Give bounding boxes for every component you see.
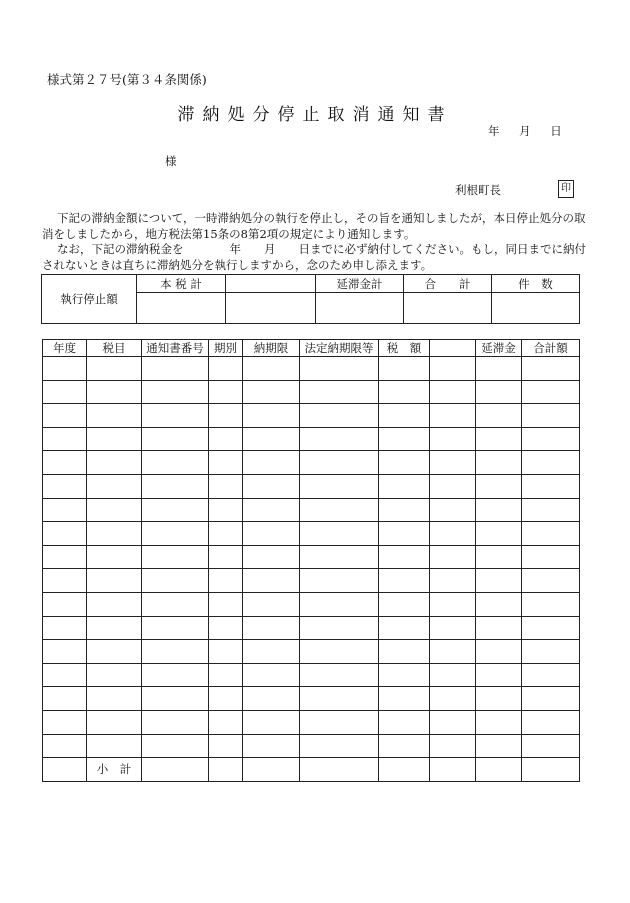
table-row: [43, 522, 580, 546]
table-cell[interactable]: [43, 427, 87, 451]
col-header-legal-due-date: 法定納期限等: [300, 340, 379, 357]
table-cell[interactable]: [243, 592, 300, 616]
table-cell[interactable]: [142, 498, 209, 522]
table-cell[interactable]: [43, 404, 87, 428]
table-cell[interactable]: [142, 687, 209, 711]
table-cell[interactable]: [209, 640, 243, 664]
table-cell[interactable]: [142, 734, 209, 758]
subtotal-cell[interactable]: [142, 758, 209, 782]
table-cell[interactable]: [522, 380, 580, 404]
table-cell[interactable]: [243, 545, 300, 569]
table-cell[interactable]: [379, 734, 430, 758]
table-cell[interactable]: [430, 640, 476, 664]
table-cell[interactable]: [522, 710, 580, 734]
table-cell[interactable]: [87, 380, 142, 404]
table-cell[interactable]: [87, 734, 142, 758]
table-cell[interactable]: [43, 687, 87, 711]
table-cell[interactable]: [476, 734, 522, 758]
table-cell[interactable]: [209, 451, 243, 475]
table-cell[interactable]: [43, 474, 87, 498]
header-blank: [226, 275, 316, 293]
table-cell[interactable]: [476, 569, 522, 593]
subtotal-label: 小 計: [87, 758, 142, 782]
table-cell[interactable]: [142, 451, 209, 475]
table-cell[interactable]: [430, 569, 476, 593]
table-cell[interactable]: [476, 592, 522, 616]
subtotal-cell[interactable]: [476, 758, 522, 782]
table-cell[interactable]: [522, 569, 580, 593]
table-cell[interactable]: [300, 357, 379, 381]
table-cell[interactable]: [87, 687, 142, 711]
table-cell[interactable]: [43, 357, 87, 381]
suspension-amount-table: [41, 274, 580, 324]
table-cell[interactable]: [243, 663, 300, 687]
table-cell[interactable]: [243, 640, 300, 664]
tax-detail-table: [42, 339, 580, 782]
table-cell[interactable]: [142, 404, 209, 428]
table-cell[interactable]: [300, 663, 379, 687]
table-cell[interactable]: [87, 427, 142, 451]
table-cell[interactable]: [243, 427, 300, 451]
table-cell[interactable]: [522, 474, 580, 498]
table-cell[interactable]: [142, 380, 209, 404]
table-cell[interactable]: [209, 734, 243, 758]
table-cell[interactable]: [142, 357, 209, 381]
header-grand-total: 合 計: [404, 275, 492, 293]
table-cell[interactable]: [87, 592, 142, 616]
table-cell[interactable]: [243, 404, 300, 428]
table-cell[interactable]: [43, 498, 87, 522]
table-cell[interactable]: [87, 522, 142, 546]
table-cell[interactable]: [476, 380, 522, 404]
table-cell[interactable]: [476, 474, 522, 498]
table-cell[interactable]: [243, 569, 300, 593]
table-cell[interactable]: [142, 474, 209, 498]
value-blank[interactable]: [226, 293, 316, 324]
body-paragraph-1: 下記の滞納金額について，一時滞納処分の執行を停止し，その旨を通知しましたが，本日停止処分の取消をしましたから，地方税法第15条の8第2項の規定により通知します。: [42, 211, 586, 241]
table-cell[interactable]: [379, 616, 430, 640]
table-cell[interactable]: [87, 663, 142, 687]
col-header-tax-amount: 税 額: [379, 340, 430, 357]
table-cell[interactable]: [430, 687, 476, 711]
table-cell[interactable]: [430, 357, 476, 381]
table-cell[interactable]: [522, 498, 580, 522]
table-row: [43, 357, 580, 381]
table-cell[interactable]: [430, 474, 476, 498]
suspension-row-label: 執行停止額: [42, 275, 137, 324]
table-cell[interactable]: [522, 451, 580, 475]
table-cell[interactable]: [243, 522, 300, 546]
table-cell[interactable]: [300, 687, 379, 711]
table-cell[interactable]: [522, 357, 580, 381]
table-row: [43, 545, 580, 569]
table-cell[interactable]: [209, 427, 243, 451]
header-late-fee-total: 延滞金計: [316, 275, 404, 293]
table-cell[interactable]: [379, 592, 430, 616]
table-cell[interactable]: [209, 545, 243, 569]
table-cell[interactable]: [87, 474, 142, 498]
table-cell[interactable]: [430, 734, 476, 758]
table-cell[interactable]: [87, 616, 142, 640]
table-cell[interactable]: [243, 734, 300, 758]
table-cell[interactable]: [476, 498, 522, 522]
table-row: [43, 710, 580, 734]
table-row: [43, 592, 580, 616]
table-cell[interactable]: [300, 569, 379, 593]
table-cell[interactable]: [43, 734, 87, 758]
table-cell[interactable]: [87, 710, 142, 734]
table-row: [43, 569, 580, 593]
table-cell[interactable]: [522, 592, 580, 616]
table-cell[interactable]: [379, 427, 430, 451]
table-cell[interactable]: [379, 545, 430, 569]
table-cell[interactable]: [300, 616, 379, 640]
table-cell[interactable]: [300, 545, 379, 569]
table-cell[interactable]: [209, 404, 243, 428]
value-late-fee-total[interactable]: [316, 293, 404, 324]
date-line: 年 月 日: [488, 124, 562, 138]
table-cell[interactable]: [43, 663, 87, 687]
table-cell[interactable]: [142, 427, 209, 451]
header-principal-tax-total: 本 税 計: [137, 275, 226, 293]
table-cell[interactable]: [300, 474, 379, 498]
col-header-due-date: 納期限: [243, 340, 300, 357]
table-cell[interactable]: [142, 710, 209, 734]
table-cell[interactable]: [243, 498, 300, 522]
table-cell[interactable]: [43, 380, 87, 404]
table-cell[interactable]: [300, 427, 379, 451]
body-paragraph-2: なお，下記の滞納税金を 年 月 日までに必ず納付してください。もし，同日までに納付されないときは直ちに滞納処分を執行しますから，念のため申し添えます。: [42, 242, 586, 272]
table-cell[interactable]: [379, 569, 430, 593]
table-cell[interactable]: [379, 357, 430, 381]
table-cell[interactable]: [476, 710, 522, 734]
table-cell[interactable]: [476, 357, 522, 381]
table-row: [43, 687, 580, 711]
table-cell[interactable]: [300, 592, 379, 616]
detail-table-body: [43, 357, 580, 782]
table-cell[interactable]: [300, 404, 379, 428]
seal-box: 印: [558, 180, 574, 198]
table-cell[interactable]: [476, 545, 522, 569]
table-cell[interactable]: [142, 616, 209, 640]
table-cell[interactable]: [379, 663, 430, 687]
table-cell[interactable]: [379, 498, 430, 522]
table-row: [43, 474, 580, 498]
table-cell[interactable]: [379, 687, 430, 711]
table-cell[interactable]: [43, 640, 87, 664]
value-grand-total[interactable]: [404, 293, 492, 324]
table-row: [43, 404, 580, 428]
table-cell[interactable]: [209, 569, 243, 593]
table-cell[interactable]: [209, 592, 243, 616]
table-cell[interactable]: [476, 663, 522, 687]
table-cell[interactable]: [430, 380, 476, 404]
table-cell[interactable]: [209, 474, 243, 498]
col-header-blank: [430, 340, 476, 357]
table-cell[interactable]: [243, 616, 300, 640]
table-cell[interactable]: [379, 522, 430, 546]
table-row: [43, 663, 580, 687]
table-row: [43, 640, 580, 664]
table-cell[interactable]: [87, 451, 142, 475]
table-row: [43, 427, 580, 451]
table-cell[interactable]: [209, 616, 243, 640]
table-cell[interactable]: [430, 427, 476, 451]
table-cell[interactable]: [430, 592, 476, 616]
table-cell[interactable]: [142, 663, 209, 687]
table-cell[interactable]: [379, 451, 430, 475]
table-cell[interactable]: [142, 592, 209, 616]
table-cell[interactable]: [142, 545, 209, 569]
table-cell[interactable]: [300, 710, 379, 734]
table-cell[interactable]: [209, 380, 243, 404]
subtotal-cell[interactable]: [43, 758, 87, 782]
table-cell[interactable]: [379, 710, 430, 734]
subtotal-cell[interactable]: [379, 758, 430, 782]
table-cell[interactable]: [522, 640, 580, 664]
table-cell[interactable]: [87, 569, 142, 593]
col-header-late-fee: 延滞金: [476, 340, 522, 357]
col-header-tax-item: 税目: [87, 340, 142, 357]
table-cell[interactable]: [243, 474, 300, 498]
table-cell[interactable]: [379, 380, 430, 404]
table-cell[interactable]: [209, 522, 243, 546]
table-cell[interactable]: [522, 663, 580, 687]
table-cell[interactable]: [142, 569, 209, 593]
table-cell[interactable]: [300, 451, 379, 475]
table-cell[interactable]: [43, 451, 87, 475]
table-cell[interactable]: [300, 380, 379, 404]
table-cell[interactable]: [430, 710, 476, 734]
table-cell[interactable]: [87, 404, 142, 428]
table-cell[interactable]: [43, 710, 87, 734]
value-case-count[interactable]: [492, 293, 580, 324]
table-cell[interactable]: [43, 522, 87, 546]
table-row: [43, 498, 580, 522]
table-cell[interactable]: [87, 498, 142, 522]
table-row: [43, 616, 580, 640]
table-cell[interactable]: [522, 734, 580, 758]
table-cell[interactable]: [430, 545, 476, 569]
table-cell[interactable]: [243, 710, 300, 734]
table-cell[interactable]: [43, 616, 87, 640]
table-cell[interactable]: [522, 687, 580, 711]
table-cell[interactable]: [300, 640, 379, 664]
table-cell[interactable]: [243, 687, 300, 711]
table-cell[interactable]: [243, 380, 300, 404]
subtotal-cell[interactable]: [209, 758, 243, 782]
table-cell[interactable]: [430, 663, 476, 687]
table-cell[interactable]: [43, 545, 87, 569]
table-cell[interactable]: [476, 616, 522, 640]
table-cell[interactable]: [430, 451, 476, 475]
table-cell[interactable]: [476, 640, 522, 664]
table-cell[interactable]: [209, 357, 243, 381]
table-cell[interactable]: [209, 687, 243, 711]
table-cell[interactable]: [522, 522, 580, 546]
subtotal-cell[interactable]: [300, 758, 379, 782]
table-cell[interactable]: [476, 687, 522, 711]
table-cell[interactable]: [142, 640, 209, 664]
table-row: [43, 451, 580, 475]
table-cell[interactable]: [87, 545, 142, 569]
table-cell[interactable]: [300, 734, 379, 758]
table-cell[interactable]: [209, 663, 243, 687]
table-cell[interactable]: [209, 498, 243, 522]
table-row: [43, 734, 580, 758]
table-cell[interactable]: [209, 710, 243, 734]
form-number: 様式第２７号(第３４条関係): [47, 72, 207, 87]
value-principal-tax-total[interactable]: [137, 293, 226, 324]
table-cell[interactable]: [476, 404, 522, 428]
table-cell[interactable]: [522, 545, 580, 569]
table-cell[interactable]: [522, 404, 580, 428]
col-header-notice-number: 通知書番号: [142, 340, 209, 357]
table-cell[interactable]: [87, 357, 142, 381]
table-cell[interactable]: [379, 640, 430, 664]
issuer-name: 利根町長: [455, 183, 501, 197]
table-cell[interactable]: [430, 498, 476, 522]
table-cell[interactable]: [476, 522, 522, 546]
header-case-count: 件 数: [492, 275, 580, 293]
table-cell[interactable]: [379, 404, 430, 428]
table-cell[interactable]: [87, 640, 142, 664]
table-cell[interactable]: [430, 522, 476, 546]
table-cell[interactable]: [300, 522, 379, 546]
table-cell[interactable]: [43, 592, 87, 616]
subtotal-cell[interactable]: [430, 758, 476, 782]
table-cell[interactable]: [43, 569, 87, 593]
table-cell[interactable]: [379, 474, 430, 498]
table-cell[interactable]: [142, 522, 209, 546]
table-cell[interactable]: [430, 404, 476, 428]
table-cell[interactable]: [522, 616, 580, 640]
table-cell[interactable]: [243, 357, 300, 381]
col-header-fiscal-year: 年度: [43, 340, 87, 357]
addressee-honorific: 様: [165, 154, 177, 168]
table-cell[interactable]: [243, 451, 300, 475]
table-cell[interactable]: [522, 427, 580, 451]
subtotal-cell[interactable]: [243, 758, 300, 782]
table-row: [43, 380, 580, 404]
table-cell[interactable]: [430, 616, 476, 640]
col-header-period: 期別: [209, 340, 243, 357]
subtotal-cell[interactable]: [522, 758, 580, 782]
col-header-total: 合計額: [522, 340, 580, 357]
subtotal-row: [43, 758, 580, 782]
document-title: 滞納処分停止取消通知書: [177, 105, 453, 125]
table-cell[interactable]: [476, 451, 522, 475]
table-cell[interactable]: [476, 427, 522, 451]
table-cell[interactable]: [300, 498, 379, 522]
